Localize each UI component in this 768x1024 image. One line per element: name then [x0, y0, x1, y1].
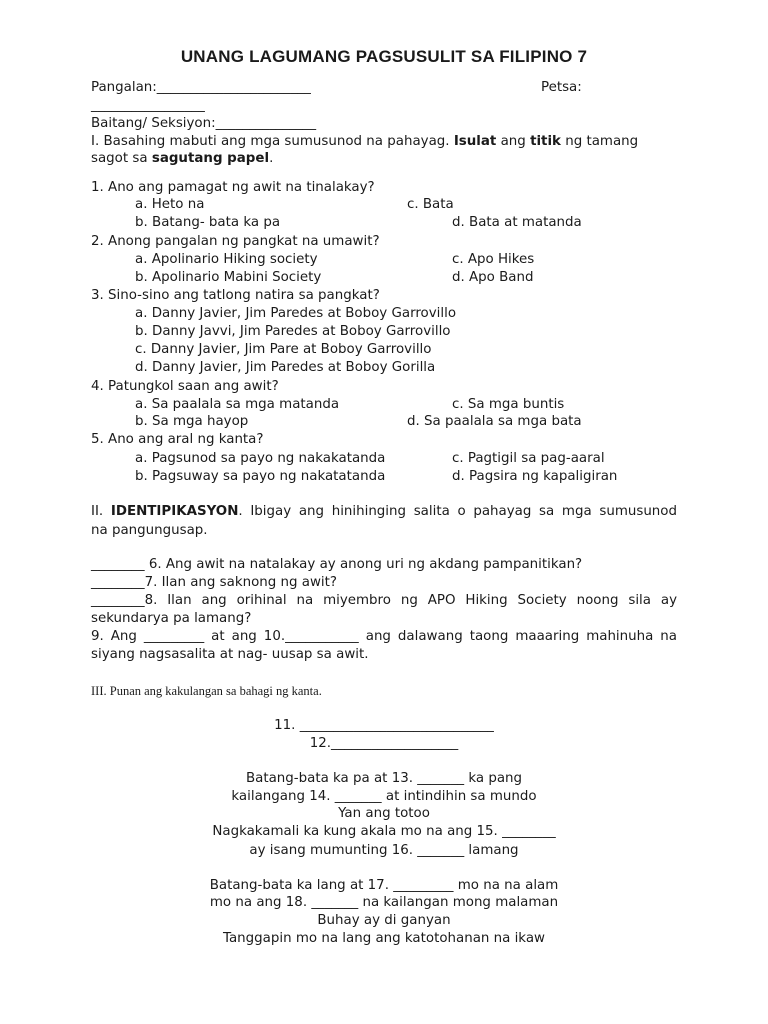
question-8: ________8. Ilan ang orihinal na miyembro ng APO Hiking Society noong sila ay — [91, 593, 677, 608]
part2-prefix: II. — [91, 504, 104, 519]
question-2: 2. Anong pangalan ng pangkat na umawit? — [91, 234, 380, 249]
q5-choice-b: b. Pagsuway sa payo ng nakatatanda — [135, 469, 386, 484]
stanza2-line: mo na ang 18. _______ na kailangan mong malaman — [209, 895, 559, 910]
q2-choice-c: c. Apo Hikes — [452, 252, 535, 267]
instruction-sagot-sa: sagot sa — [91, 151, 148, 166]
q1-choice-c: c. Bata — [407, 197, 454, 212]
q5-choice-d: d. Pagsira ng kapaligiran — [452, 469, 618, 484]
q4-choice-c: c. Sa mga buntis — [452, 397, 565, 412]
stanza2-line: Tanggapin mo na lang ang katotohanan na ikaw — [223, 931, 545, 946]
part1-instruction — [91, 135, 638, 148]
q3-choice-c: c. Danny Javier, Jim Pare at Boboy Garrovillo — [135, 342, 432, 357]
question-1: 1. Ano ang pamagat ng awit na tinalakay? — [91, 180, 375, 195]
stanza1-line: kailangang 14. _______ at intindihin sa mundo — [231, 789, 537, 804]
q2-choice-a: a. Apolinario Hiking society — [135, 252, 318, 267]
part2-instruction-line2: na pangungusap. — [91, 523, 208, 538]
page-title: UNANG LAGUMANG PAGSUSULIT SA FILIPINO 7 — [180, 47, 588, 66]
stanza1-line: Batang-bata ka pa at 13. _______ ka pang — [245, 771, 523, 786]
instruction-titik: titik — [530, 134, 561, 149]
q3-choice-b: b. Danny Javvi, Jim Paredes at Boboy Garrovillo — [135, 324, 451, 339]
petsa-field[interactable]: _________________ — [91, 98, 205, 113]
question-9-10: 9. Ang _________ at ang 10.___________ ang dalawang taong maaaring mahinuha na — [91, 629, 677, 644]
instruction-text: I. Basahing mabuti ang mga sumusunod na pahayag. — [91, 134, 450, 149]
q3-choice-a: a. Danny Javier, Jim Paredes at Boboy Garrovillo — [135, 306, 457, 321]
question-6: ________ 6. Ang awit na natalakay ay anong uri ng akdang pampanitikan? — [91, 557, 583, 572]
q2-choice-b: b. Apolinario Mabini Society — [135, 270, 322, 285]
q5-choice-a: a. Pagsunod sa payo ng nakakatanda — [135, 451, 386, 466]
q4-choice-d: d. Sa paalala sa mga bata — [407, 414, 582, 429]
baitang-seksiyon-field[interactable]: Baitang/ Seksiyon:_______________ — [91, 116, 317, 131]
stanza1-line: ay isang mumunting 16. _______ lamang — [249, 843, 519, 858]
part2-instruction — [91, 505, 677, 518]
instruction-sagutang-papel: sagutang papel — [151, 151, 270, 166]
stanza1-line: Nagkakamali ka kung akala mo na ang 15. ________ — [212, 824, 556, 839]
instruction-period: . — [269, 151, 274, 166]
part2-heading: IDENTIPIKASYON — [110, 504, 239, 519]
q1-choice-a: a. Heto na — [135, 197, 205, 212]
q4-choice-b: b. Sa mga hayop — [135, 414, 249, 429]
petsa-label: Petsa: — [541, 80, 582, 95]
part1-instruction-line2 — [91, 152, 273, 165]
question-5: 5. Ano ang aral ng kanta? — [91, 432, 264, 447]
stanza2-line: Batang-bata ka lang at 17. _________ mo na na alam — [209, 878, 559, 893]
q5-choice-c: c. Pagtigil sa pag-aaral — [452, 451, 605, 466]
q1-choice-b: b. Batang- bata ka pa — [135, 215, 281, 230]
stanza2-line: Buhay ay di ganyan — [317, 913, 451, 928]
q4-choice-a: a. Sa paalala sa mga matanda — [135, 397, 340, 412]
instruction-ang: ang — [500, 134, 526, 149]
question-8-line2: sekundarya pa lamang? — [91, 611, 252, 626]
pangalan-field[interactable]: Pangalan:_______________________ — [91, 80, 311, 95]
instruction-isulat: Isulat — [453, 134, 497, 149]
item-11: 11. _____________________________ — [274, 718, 494, 733]
q1-choice-d: d. Bata at matanda — [452, 215, 582, 230]
question-3: 3. Sino-sino ang tatlong natira sa pangkat? — [91, 288, 380, 303]
stanza1-line: Yan ang totoo — [338, 806, 430, 821]
question-7: ________7. Ilan ang saknong ng awit? — [91, 575, 338, 590]
q3-choice-d: d. Danny Javier, Jim Paredes at Boboy Gorilla — [135, 360, 436, 375]
part2-instruction-text: . Ibigay ang hinihinging salita o pahayag sa mga sumusunod — [238, 504, 677, 519]
question-4: 4. Patungkol saan ang awit? — [91, 379, 279, 394]
question-9-10-line2: siyang nagsasalita at nag- uusap sa awit. — [91, 647, 369, 662]
instruction-end: ng tamang — [565, 134, 639, 149]
part3-instruction: III. Punan ang kakulangan sa bahagi ng kanta. — [91, 684, 322, 698]
item-12: 12.___________________ — [309, 736, 459, 751]
q2-choice-d: d. Apo Band — [452, 270, 534, 285]
